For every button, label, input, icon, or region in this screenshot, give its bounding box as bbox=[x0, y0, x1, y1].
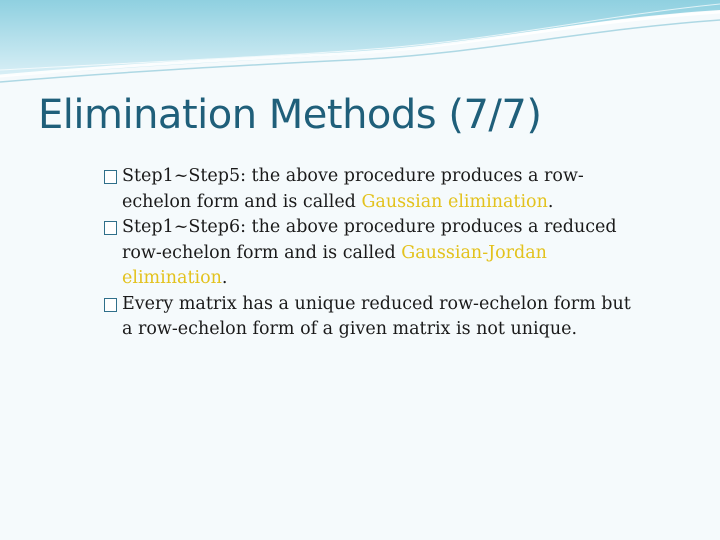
bullet-gaussian bbox=[104, 164, 644, 215]
bullet-text-end: . bbox=[547, 191, 554, 212]
bullet-text: Step1~Step5: the above procedure produces a row-echelon form and is called bbox=[122, 166, 584, 212]
square-bullet-icon bbox=[104, 221, 117, 235]
header-wave-decoration bbox=[0, 0, 720, 90]
bullet-text: Every matrix has a unique reduced row-echelon form but a row-echelon form of a given matrix is not unique. bbox=[122, 293, 631, 339]
highlight-term: Gaussian-Jordan elimination bbox=[122, 242, 547, 288]
bullet-uniqueness bbox=[104, 292, 644, 343]
bullet-text: Step1~Step6: the above procedure produces a reduced row-echelon form and is called bbox=[122, 217, 617, 263]
bullet-text-end: . bbox=[221, 268, 228, 288]
slide-title: Elimination Methods (7/7) bbox=[38, 92, 542, 138]
bullet-list bbox=[104, 164, 644, 343]
bullet-gauss-jordan bbox=[104, 215, 644, 292]
square-bullet-icon bbox=[104, 170, 117, 184]
highlight-term: Gaussian elimination bbox=[361, 191, 548, 212]
square-bullet-icon bbox=[104, 298, 117, 312]
